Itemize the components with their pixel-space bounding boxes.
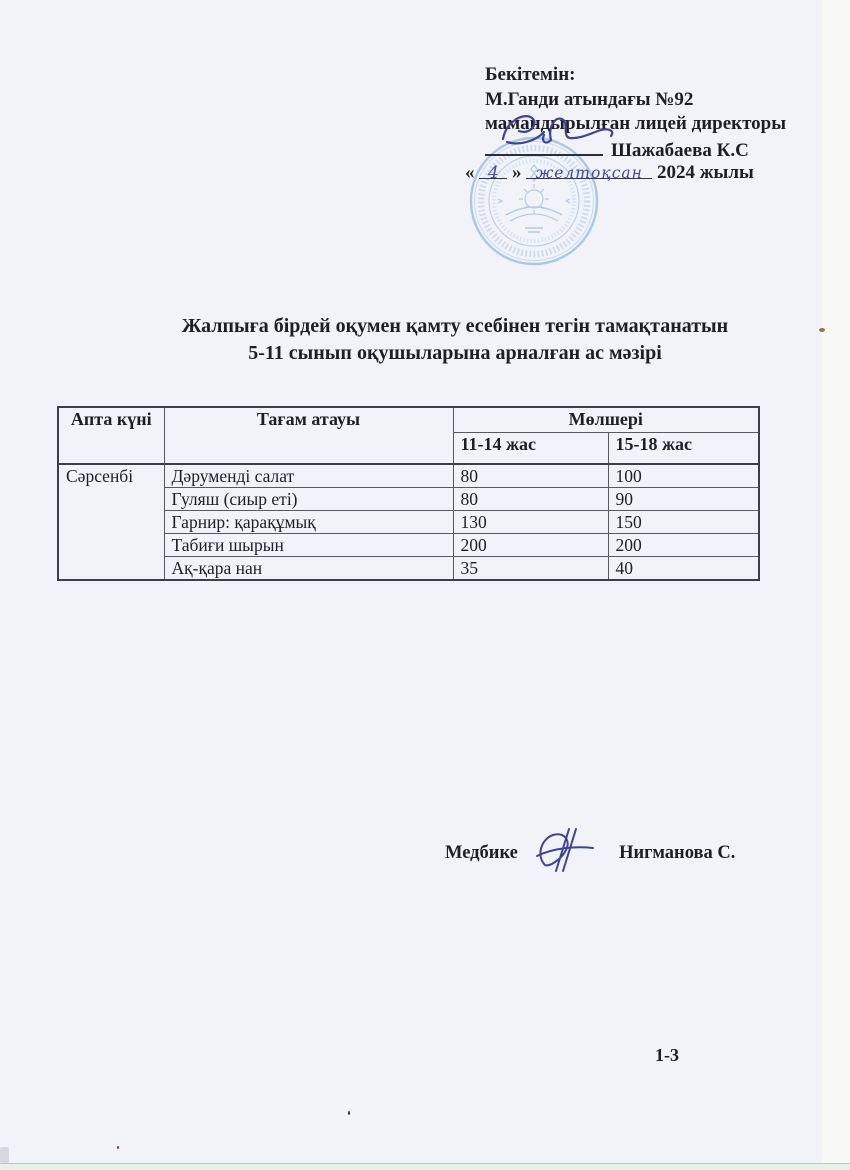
amount-cell: 90 — [608, 488, 759, 511]
title-line-1: Жалпыға бірдей оқумен қамту есебінен тегін тамақтанатын — [181, 315, 729, 337]
table-row — [58, 464, 759, 488]
table-row — [58, 511, 759, 534]
scan-edge-strip — [822, 0, 850, 1170]
amount-cell: 40 — [608, 557, 759, 581]
amount-cell: 80 — [453, 464, 608, 488]
header-day: Апта күні — [58, 407, 164, 464]
dust-speck — [117, 1146, 119, 1149]
year-label: 2024 жылы — [657, 162, 754, 183]
director-signature — [491, 105, 623, 151]
amount-cell: 130 — [453, 511, 608, 534]
amount-cell: 80 — [453, 488, 608, 511]
document-title — [90, 313, 820, 367]
quote-close: » — [512, 162, 522, 183]
header-dish: Тағам атауы — [164, 407, 453, 464]
approval-block — [465, 63, 787, 186]
page-number: 1-3 — [655, 1045, 679, 1065]
approve-label: Бекітемін: — [485, 64, 576, 85]
menu-table — [57, 406, 760, 581]
scan-artifact — [0, 1147, 9, 1163]
amount-cell: 200 — [453, 534, 608, 557]
amount-cell: 200 — [608, 534, 759, 557]
amount-cell: 100 — [608, 464, 759, 488]
table-row — [58, 557, 759, 581]
scan-bottom-edge — [0, 1163, 850, 1170]
day-cell: Сәрсенбі — [58, 464, 164, 580]
dish-cell: Гарнир: қарақұмық — [164, 511, 453, 534]
amount-cell: 35 — [453, 557, 608, 581]
header-age-15-18: 15-18 жас — [608, 433, 759, 465]
nurse-name: Нигманова С. — [619, 843, 736, 863]
nurse-label: Медбике — [445, 843, 518, 863]
table-row — [58, 534, 759, 557]
amount-cell: 150 — [608, 511, 759, 534]
dish-cell: Ақ-қара нан — [164, 557, 453, 581]
handwritten-month: желтоқсан — [526, 161, 652, 179]
table-row — [58, 488, 759, 511]
dish-cell: Табиғи шырын — [164, 534, 453, 557]
handwritten-day: 4 — [479, 161, 507, 179]
nurse-signature — [533, 823, 599, 875]
dish-cell: Дәруменді салат — [164, 464, 453, 488]
header-amount: Мөлшері — [453, 407, 759, 433]
director-name: Шажабаева К.С — [611, 139, 749, 161]
signature-row — [485, 137, 786, 162]
director-title-line: мамандырылған лицей директоры — [485, 113, 787, 134]
title-line-2: 5-11 сынып оқушыларына арналған ас мәзірі — [248, 342, 662, 364]
dust-speck — [348, 1111, 350, 1115]
date-row — [465, 161, 786, 186]
header-age-11-14: 11-14 жас — [453, 433, 608, 465]
school-name-line: М.Ганди атындағы №92 — [485, 88, 694, 110]
nurse-signature-row — [445, 843, 735, 864]
quote-open: « — [465, 162, 475, 183]
dish-cell: Гуляш (сиыр еті) — [164, 488, 453, 511]
